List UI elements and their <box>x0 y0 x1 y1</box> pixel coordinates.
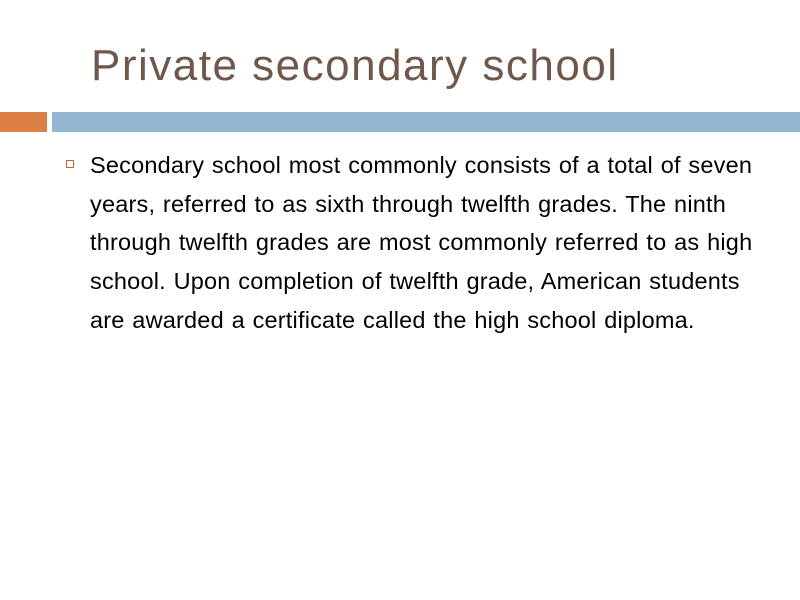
bullet-item <box>64 146 764 340</box>
accent-bar-blue <box>52 112 800 132</box>
slide-title: Private secondary school <box>91 41 619 90</box>
accent-bar-orange <box>0 112 47 132</box>
slide-body <box>64 146 764 340</box>
bullet-text: Secondary school most commonly consists of a total of seven years, referred to as sixth through twelfth grades. The ninth through twelfth grades are most commonly referred to as high school. Upon completion of twelfth grade, American students are awarded a certificate called the high school diploma. <box>90 152 753 333</box>
hollow-square-bullet-icon <box>66 160 74 168</box>
